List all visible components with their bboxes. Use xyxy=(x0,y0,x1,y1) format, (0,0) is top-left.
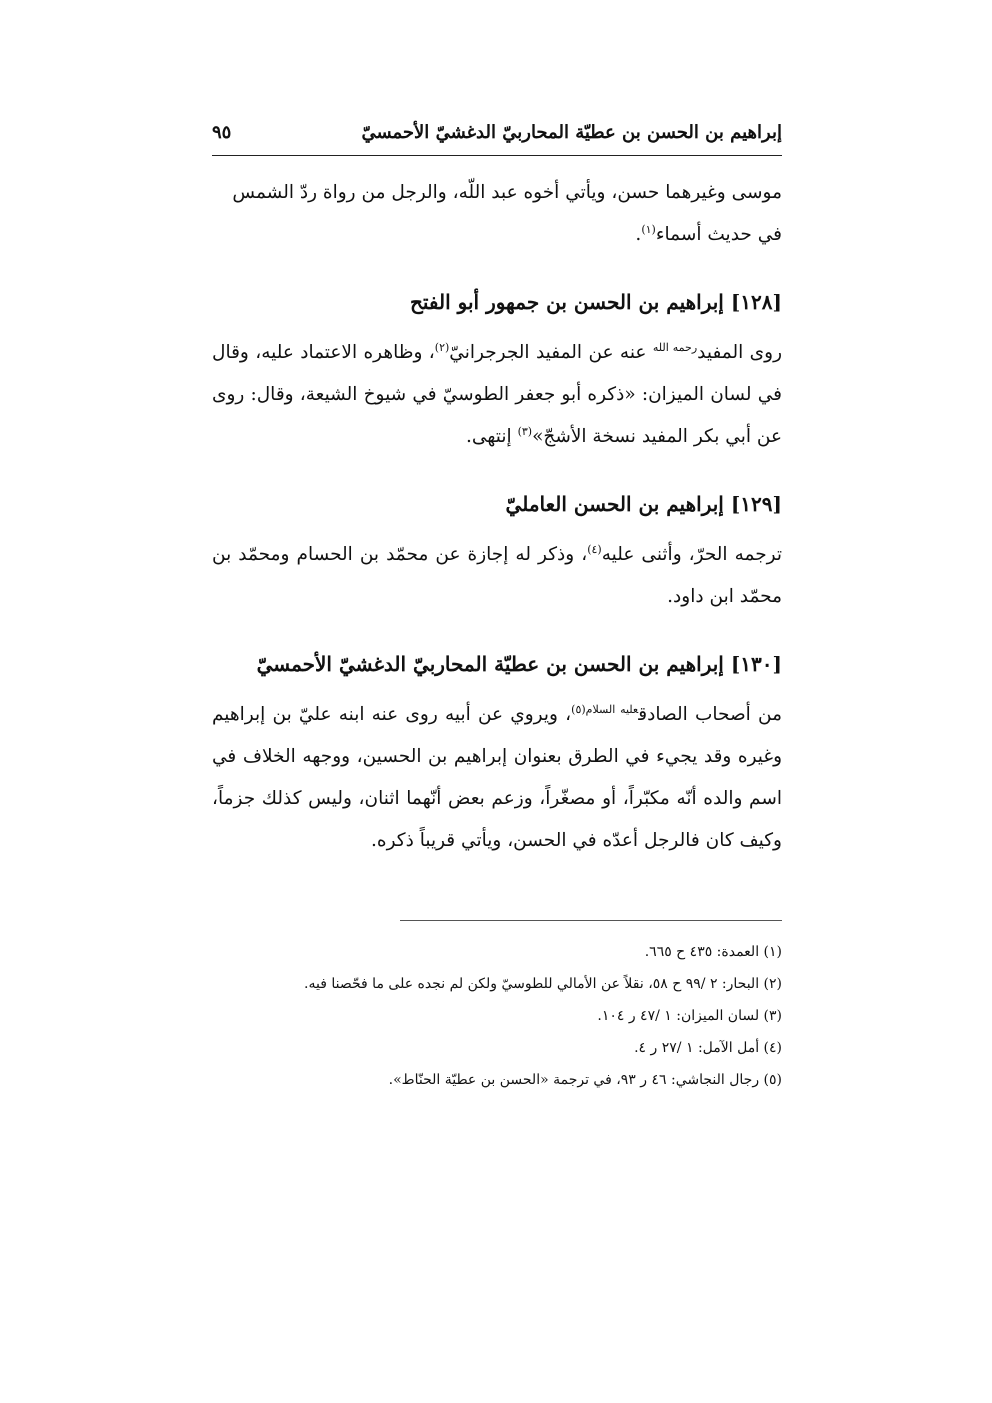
header-divider xyxy=(212,155,782,156)
running-title: إبراهيم بن الحسن بن عطيّة المحاربيّ الدغشيّ الأحمسيّ xyxy=(361,122,782,143)
footnote-ref-2[interactable]: (٢) xyxy=(434,340,450,354)
entry-129-text-b: ، وذكر له إجازة عن محمّد بن الحسام ومحمّد بن محمّد ابن داود. xyxy=(212,544,782,607)
page-header xyxy=(212,118,782,156)
footnote-ref-1[interactable]: (١) xyxy=(641,222,656,236)
entry-130-text-a: من أصحاب الصادق xyxy=(638,704,782,725)
entry-129-paragraph xyxy=(212,534,782,618)
page-number: ٩٥ xyxy=(212,122,232,143)
honorific-mark: رحمه الله xyxy=(652,340,698,354)
footnote-ref-5[interactable]: (٥) xyxy=(571,702,586,716)
entry-130-heading: [١٣٠] إبراهيم بن الحسن بن عطيّة المحاربيّ الدغشيّ الأحمسيّ xyxy=(256,652,782,676)
entry-128-heading: [١٢٨] إبراهيم بن الحسن بن جمهور أبو الفتح xyxy=(409,290,782,314)
footnote-5: (٥) رجال النجاشي: ٤٦ ر ٩٣، في ترجمة «الحسن بن عطيّة الحنّاط». xyxy=(388,1072,782,1088)
entry-129-heading: [١٢٩] إبراهيم بن الحسن العامليّ xyxy=(505,492,782,516)
intro-line-2: في حديث أسماء xyxy=(655,224,782,245)
entry-130-paragraph xyxy=(212,694,782,862)
footnote-1: (١) العمدة: ٤٣٥ ح ٦٦٥. xyxy=(644,944,782,960)
entry-128-text-c: ، وظاهره الاعتماد عليه، وقال في لسان الميزان: «ذكره أبو جعفر الطوسيّ في شيوخ الشيعة، وقال: روى عن أبي بكر المفيد نسخة الأشجّ» xyxy=(212,342,782,447)
entry-130-text-b: ، ويروي عن أبيه روى عنه ابنه عليّ بن إبراهيم وغيره وقد يجيء في الطرق بعنوان إبراهيم بن الحسين، ووجهه الخلاف في اسم والده أنّه مكبّراً، أو مصغّراً، وزعم بعض أنّهما اثنان، وليس كذلك جزماً، وكيف كان فالرجل أعدّه في الحسن، ويأتي قريباً ذكره. xyxy=(212,704,782,851)
footnote-4: (٤) أمل الآمل: ١ /٢٧ ر ٤. xyxy=(634,1040,782,1056)
entry-128-text-b: عنه عن المفيد الجرجرانيّ xyxy=(449,342,653,363)
entry-128-text-a: روى المفيد xyxy=(697,342,782,363)
footnote-ref-3[interactable]: (٣) xyxy=(517,424,533,438)
entry-128-paragraph xyxy=(212,332,782,458)
footnote-2: (٢) البحار: ٢ /٩٩ ح ٥٨، نقلاً عن الأمالي للطوسيّ ولكن لم نجده على ما فحّصنا فيه. xyxy=(304,976,782,992)
intro-line-1: موسى وغيرهما حسن، ويأتي أخوه عبد اللّه، والرجل من رواة ردّ الشمس xyxy=(232,182,782,203)
footnotes xyxy=(212,936,782,1096)
intro-end: . xyxy=(635,224,642,245)
page-body xyxy=(212,172,782,862)
footnote-divider xyxy=(400,920,782,921)
entry-128-text-d: إنتهى. xyxy=(465,426,518,447)
honorific-mark: عليه السلام xyxy=(585,702,639,716)
footnote-ref-4[interactable]: (٤) xyxy=(587,542,602,556)
entry-129-text-a: ترجمه الحرّ، وأثنى عليه xyxy=(601,544,782,565)
footnote-3: (٣) لسان الميزان: ١ /٤٧ ر ١٠٤. xyxy=(597,1008,782,1024)
intro-paragraph xyxy=(212,172,782,256)
